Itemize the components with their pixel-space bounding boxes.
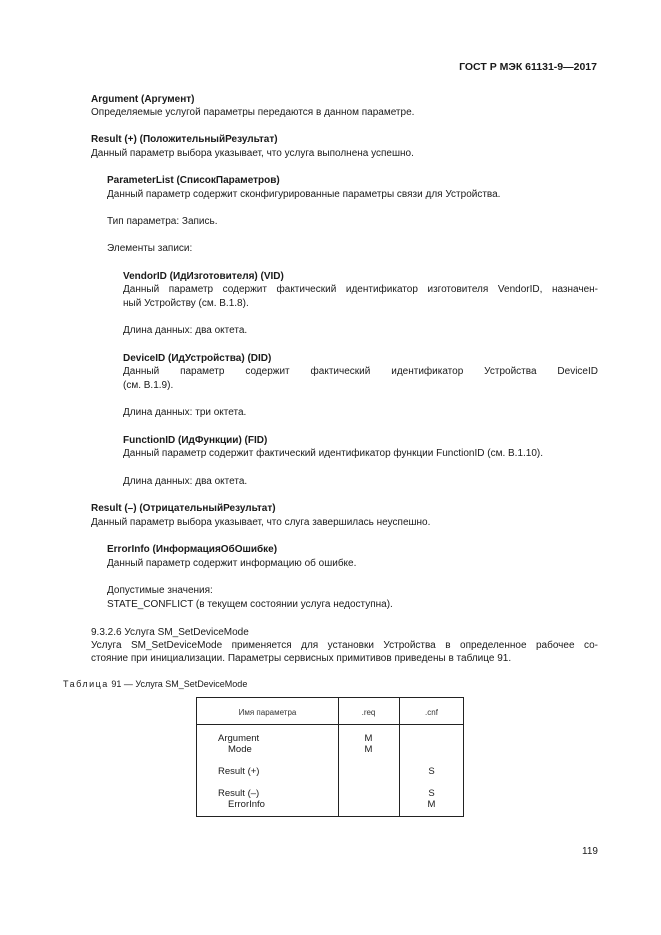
- state-conflict: STATE_CONFLICT (в текущем состоянии услуга недоступна).: [107, 599, 393, 610]
- vendorid-length: Длина данных: два октета.: [123, 325, 248, 336]
- functionid-title: FunctionID (ИдФункции) (FID): [123, 435, 268, 446]
- result-positive-title: Result (+) (ПоложительныйРезультат): [91, 134, 278, 145]
- table-cell-argument-req: M: [364, 733, 373, 744]
- result-positive-desc: Данный параметр выбора указывает, что услуга выполнена успешно.: [91, 148, 414, 159]
- table-cell-mode-req: M: [364, 744, 373, 755]
- permitted-values: Допустимые значения:: [107, 585, 213, 596]
- table-caption-text: 91 — Услуга SM_SetDeviceMode: [111, 679, 248, 689]
- table-caption: [63, 678, 247, 691]
- vendorid-desc-line1: Данный параметр содержит фактический идентификатор изготовителя VendorID, назначен-: [123, 284, 598, 295]
- record-elements: Элементы записи:: [107, 243, 193, 254]
- parameter-table: [196, 697, 464, 817]
- deviceid-desc-line1: Данный параметр содержит фактический идентификатор Устройства DeviceID: [123, 366, 598, 377]
- table-cell-errorinfo: ErrorInfo: [228, 799, 265, 810]
- deviceid-desc-line2: (см. B.1.9).: [123, 380, 174, 391]
- table-cell-mode: Mode: [228, 744, 252, 755]
- argument-title: Argument (Аргумент): [91, 94, 195, 105]
- vendorid-title: VendorID (ИдИзготовителя) (VID): [123, 271, 284, 282]
- table-cell-result-negative: Result (–): [218, 788, 260, 799]
- table-cell-result-negative-cnf: S: [428, 788, 435, 799]
- table-cell-argument: Argument: [218, 733, 260, 744]
- table-header-cnf: .cnf: [425, 708, 438, 717]
- section-paragraph-line1: Услуга SM_SetDeviceMode применяется для установки Устройства в определенное рабочее со-: [91, 640, 598, 651]
- table-header-divider: [197, 724, 463, 725]
- parameterlist-title: ParameterList (СписокПараметров): [107, 175, 280, 186]
- parameterlist-desc: Данный параметр содержит сконфигурированные параметры связи для Устройства.: [107, 189, 501, 200]
- result-negative-desc: Данный параметр выбора указывает, что слуга завершилась неуспешно.: [91, 517, 431, 528]
- table-cell-result-positive: Result (+): [218, 766, 260, 777]
- table-header-req: .req: [361, 708, 376, 717]
- argument-desc: Определяемые услугой параметры передаются в данном параметре.: [91, 107, 415, 118]
- page-number: 119: [582, 846, 598, 857]
- vendorid-desc-line2: ный Устройству (см. B.1.8).: [123, 298, 249, 309]
- table-cell-result-positive-cnf: S: [428, 766, 435, 777]
- section-paragraph-line2: стояние при инициализации. Параметры сервисных примитивов приведены в таблице 91.: [91, 653, 512, 664]
- table-cell-errorinfo-cnf: M: [427, 799, 436, 810]
- parameter-type: Тип параметра: Запись.: [107, 216, 218, 227]
- errorinfo-desc: Данный параметр содержит информацию об ошибке.: [107, 558, 357, 569]
- result-negative-title: Result (–) (ОтрицательныйРезультат): [91, 503, 276, 514]
- standard-header: ГОСТ Р МЭК 61131-9—2017: [459, 61, 597, 73]
- table-caption-label: Таблица: [63, 679, 109, 689]
- functionid-desc: Данный параметр содержит фактический идентификатор функции FunctionID (см. B.1.10).: [123, 448, 544, 459]
- deviceid-title: DeviceID (ИдУстройства) (DID): [123, 353, 272, 364]
- errorinfo-title: ErrorInfo (ИнформацияОбОшибке): [107, 544, 278, 555]
- section-heading: 9.3.2.6 Услуга SM_SetDeviceMode: [91, 627, 249, 638]
- functionid-length: Длина данных: два октета.: [123, 476, 248, 487]
- deviceid-length: Длина данных: три октета.: [123, 407, 247, 418]
- table-header-name: Имя параметра: [238, 708, 297, 717]
